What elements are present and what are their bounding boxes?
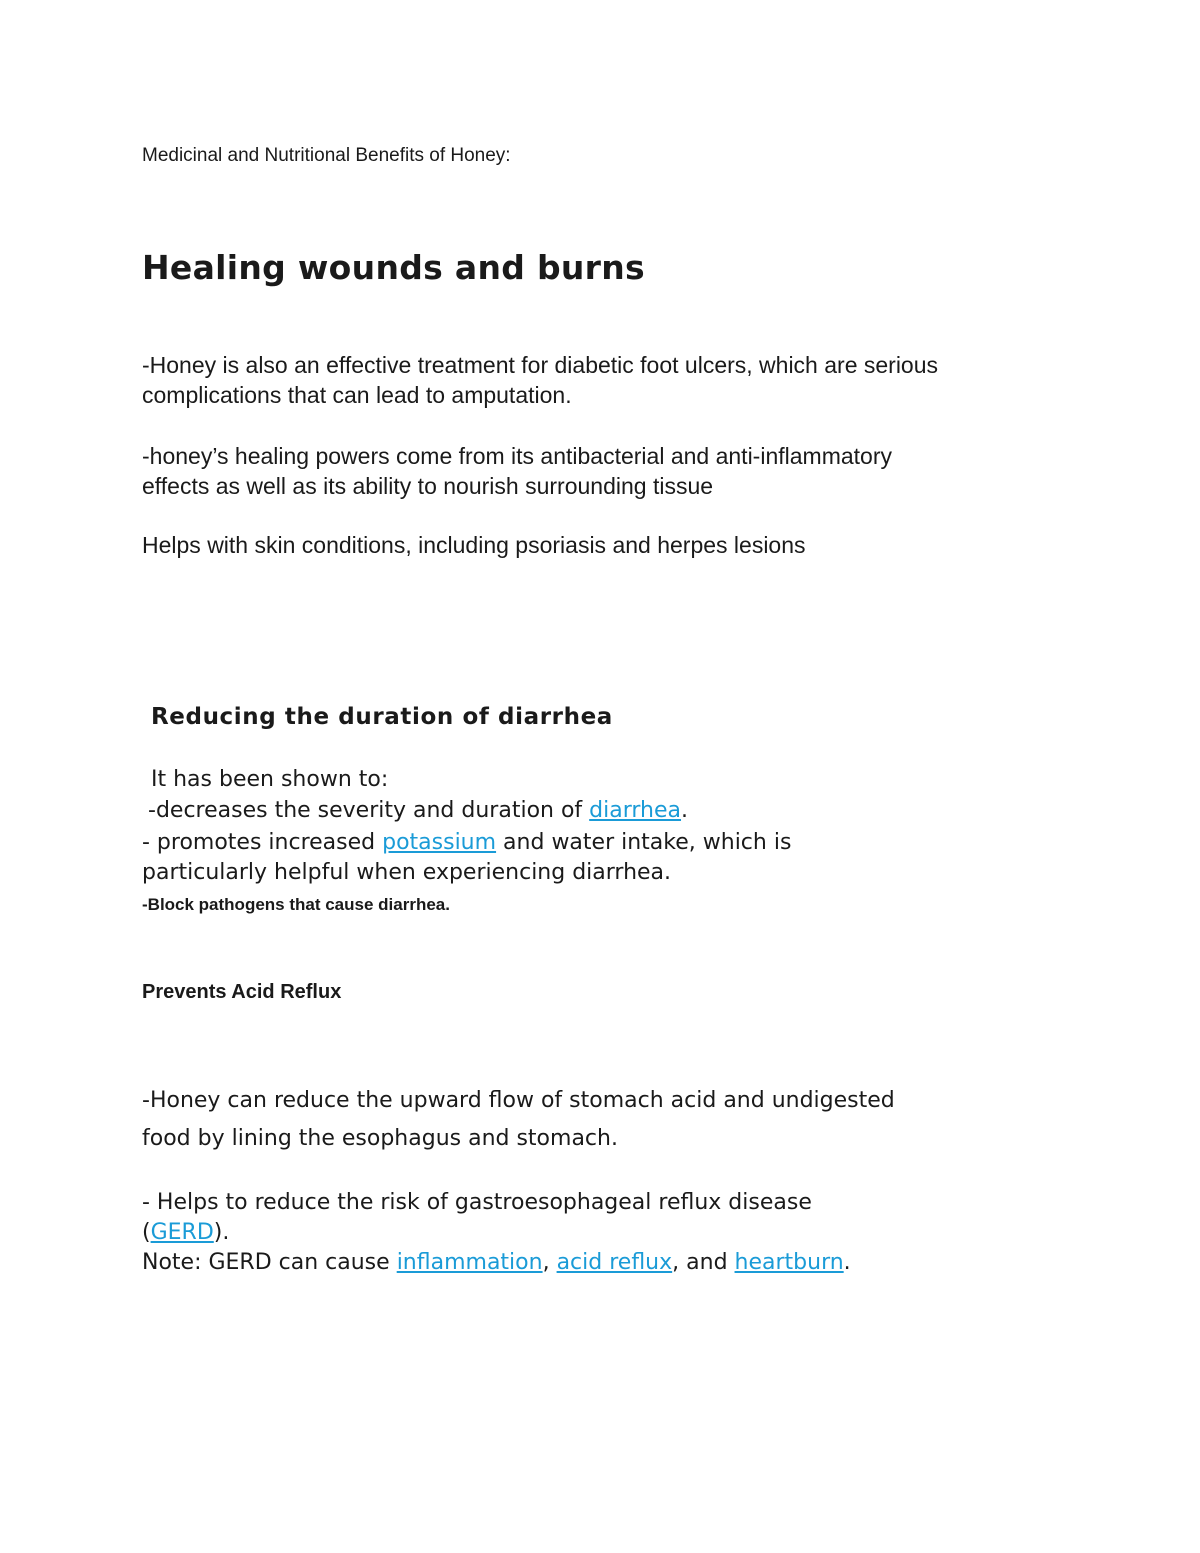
paragraph-line: complications that can lead to amputation. <box>142 382 572 408</box>
bullet-text: and water intake, which is <box>496 830 792 855</box>
bullet-text: -decreases the severity and duration of <box>148 798 590 823</box>
bullet-text: - promotes increased <box>142 830 383 855</box>
link-gerd[interactable]: GERD <box>150 1220 214 1245</box>
link-potassium[interactable]: potassium <box>382 830 497 855</box>
link-inflammation[interactable]: inflammation <box>396 1250 543 1275</box>
note-text: , <box>542 1250 557 1275</box>
document-title: Medicinal and Nutritional Benefits of Honey: <box>142 145 511 166</box>
link-heartburn[interactable]: heartburn <box>734 1250 844 1275</box>
intro-text: It has been shown to: <box>151 767 389 792</box>
bullet-potassium <box>142 828 791 888</box>
paragraph-line: -Honey can reduce the upward flow of stomach acid and undigested <box>142 1088 895 1113</box>
heading-healing-wounds: Healing wounds and burns <box>142 248 645 287</box>
note-text: , and <box>672 1250 735 1275</box>
link-diarrhea[interactable]: diarrhea <box>589 798 682 823</box>
paragraph-healing-powers <box>142 441 892 501</box>
note-text: . <box>843 1250 851 1275</box>
link-acid-reflux[interactable]: acid reflux <box>556 1250 673 1275</box>
paragraph-line: - Helps to reduce the risk of gastroesophageal reflux disease <box>142 1190 812 1215</box>
bullet-text: . <box>681 798 689 823</box>
bullet-diarrhea-severity <box>148 796 688 826</box>
bullet-block-pathogens: -Block pathogens that cause diarrhea. <box>142 895 450 914</box>
paragraph-line: effects as well as its ability to nourish surrounding tissue <box>142 473 714 499</box>
note-text: Note: GERD can cause <box>142 1250 397 1275</box>
paragraph-text: ( <box>142 1220 151 1245</box>
paragraph-diabetic-ulcers <box>142 350 938 410</box>
paragraph-line: -honey’s healing powers come from its antibacterial and anti-inflammatory <box>142 443 892 469</box>
paragraph-line: food by lining the esophagus and stomach. <box>142 1126 618 1151</box>
heading-diarrhea: Reducing the duration of diarrhea <box>151 704 613 730</box>
paragraph-text: ). <box>213 1220 230 1245</box>
paragraph-line: -Honey is also an effective treatment for diabetic foot ulcers, which are serious <box>142 352 939 378</box>
bullet-text: particularly helpful when experiencing diarrhea. <box>142 860 672 885</box>
paragraph-stomach-acid <box>142 1082 895 1158</box>
heading-acid-reflux: Prevents Acid Reflux <box>142 981 342 1003</box>
paragraph-skin-conditions: Helps with skin conditions, including psoriasis and herpes lesions <box>142 532 806 558</box>
paragraph-gerd-risk <box>142 1188 851 1278</box>
